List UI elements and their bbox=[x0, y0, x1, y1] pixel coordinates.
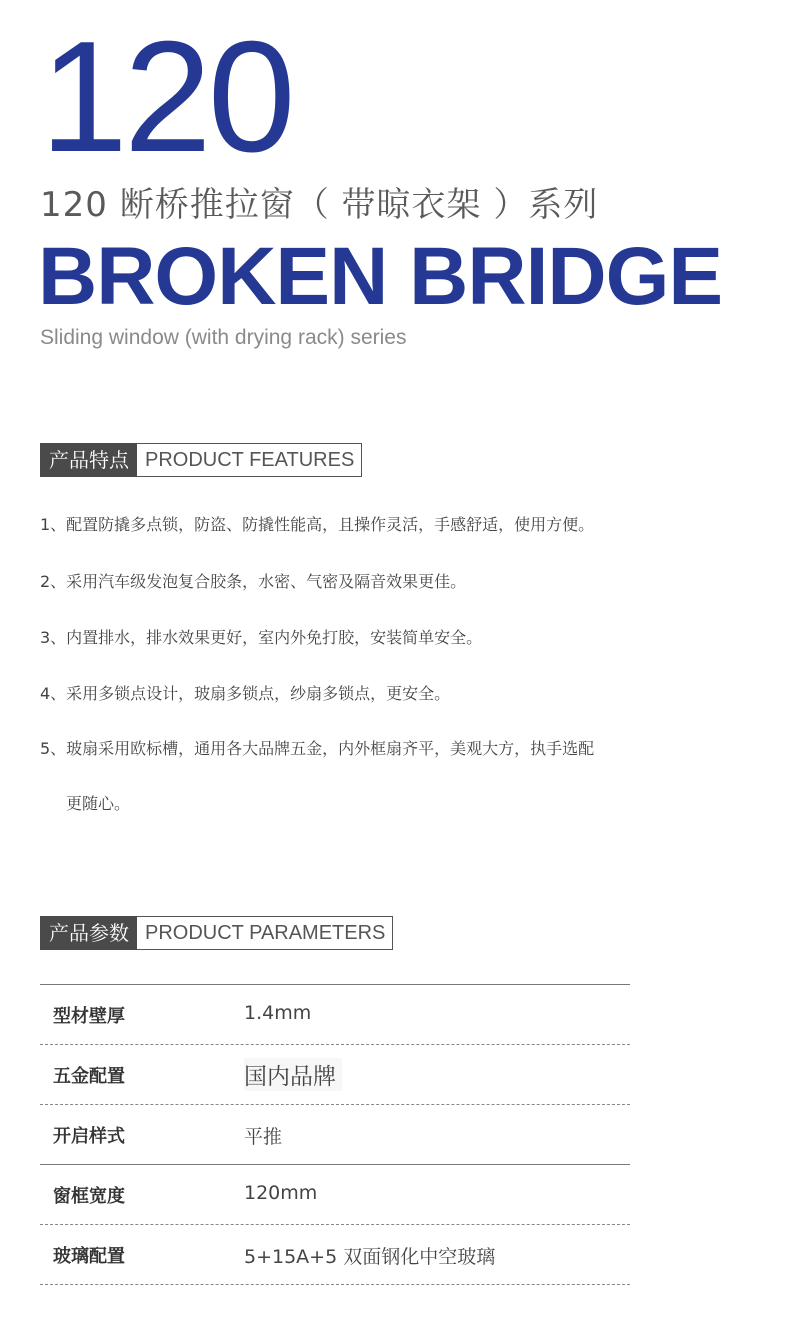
param-label: 开启样式 bbox=[53, 1126, 125, 1147]
feature-item-continuation: 更随心。 bbox=[66, 794, 131, 813]
english-title: BROKEN BRIDGE bbox=[38, 231, 723, 322]
param-label: 玻璃配置 bbox=[53, 1246, 125, 1267]
features-heading-en: PRODUCT FEATURES bbox=[137, 443, 362, 477]
param-value: 1.4mm bbox=[244, 1002, 312, 1024]
table-row bbox=[40, 1104, 630, 1164]
table-row bbox=[40, 984, 630, 1044]
param-value: 国内品牌 bbox=[244, 1058, 342, 1091]
table-row bbox=[40, 1224, 630, 1284]
feature-item: 2、采用汽车级发泡复合胶条，水密、气密及隔音效果更佳。 bbox=[40, 572, 467, 591]
feature-item: 5、玻扇采用欧标槽，通用各大品牌五金，内外框扇齐平，美观大方，执手选配 bbox=[40, 739, 595, 758]
param-value: 5+15A+5 双面钢化中空玻璃 bbox=[244, 1246, 496, 1268]
features-heading-cn: 产品特点 bbox=[40, 443, 137, 477]
param-label: 型材壁厚 bbox=[53, 1006, 125, 1027]
feature-item: 4、采用多锁点设计，玻扇多锁点，纱扇多锁点，更安全。 bbox=[40, 684, 451, 703]
feature-item: 3、内置排水，排水效果更好，室内外免打胶，安装简单安全。 bbox=[40, 628, 483, 647]
series-number: 120 bbox=[40, 9, 292, 185]
feature-item: 1、配置防撬多点锁，防盗、防撬性能高，且操作灵活，手感舒适，使用方便。 bbox=[40, 515, 595, 534]
chinese-title: 120 断桥推拉窗（ 带晾衣架 ）系列 bbox=[40, 185, 599, 225]
param-label: 五金配置 bbox=[53, 1066, 125, 1087]
table-row bbox=[40, 1164, 630, 1224]
parameters-heading-en: PRODUCT PARAMETERS bbox=[137, 916, 393, 950]
table-row bbox=[40, 1044, 630, 1104]
features-heading bbox=[40, 443, 362, 477]
parameters-heading bbox=[40, 916, 393, 950]
param-label: 窗框宽度 bbox=[53, 1186, 125, 1207]
param-value: 平推 bbox=[244, 1126, 283, 1148]
english-subtitle: Sliding window (with drying rack) series bbox=[40, 326, 407, 349]
table-divider bbox=[40, 1284, 630, 1285]
parameters-heading-cn: 产品参数 bbox=[40, 916, 137, 950]
param-value: 120mm bbox=[244, 1182, 318, 1204]
